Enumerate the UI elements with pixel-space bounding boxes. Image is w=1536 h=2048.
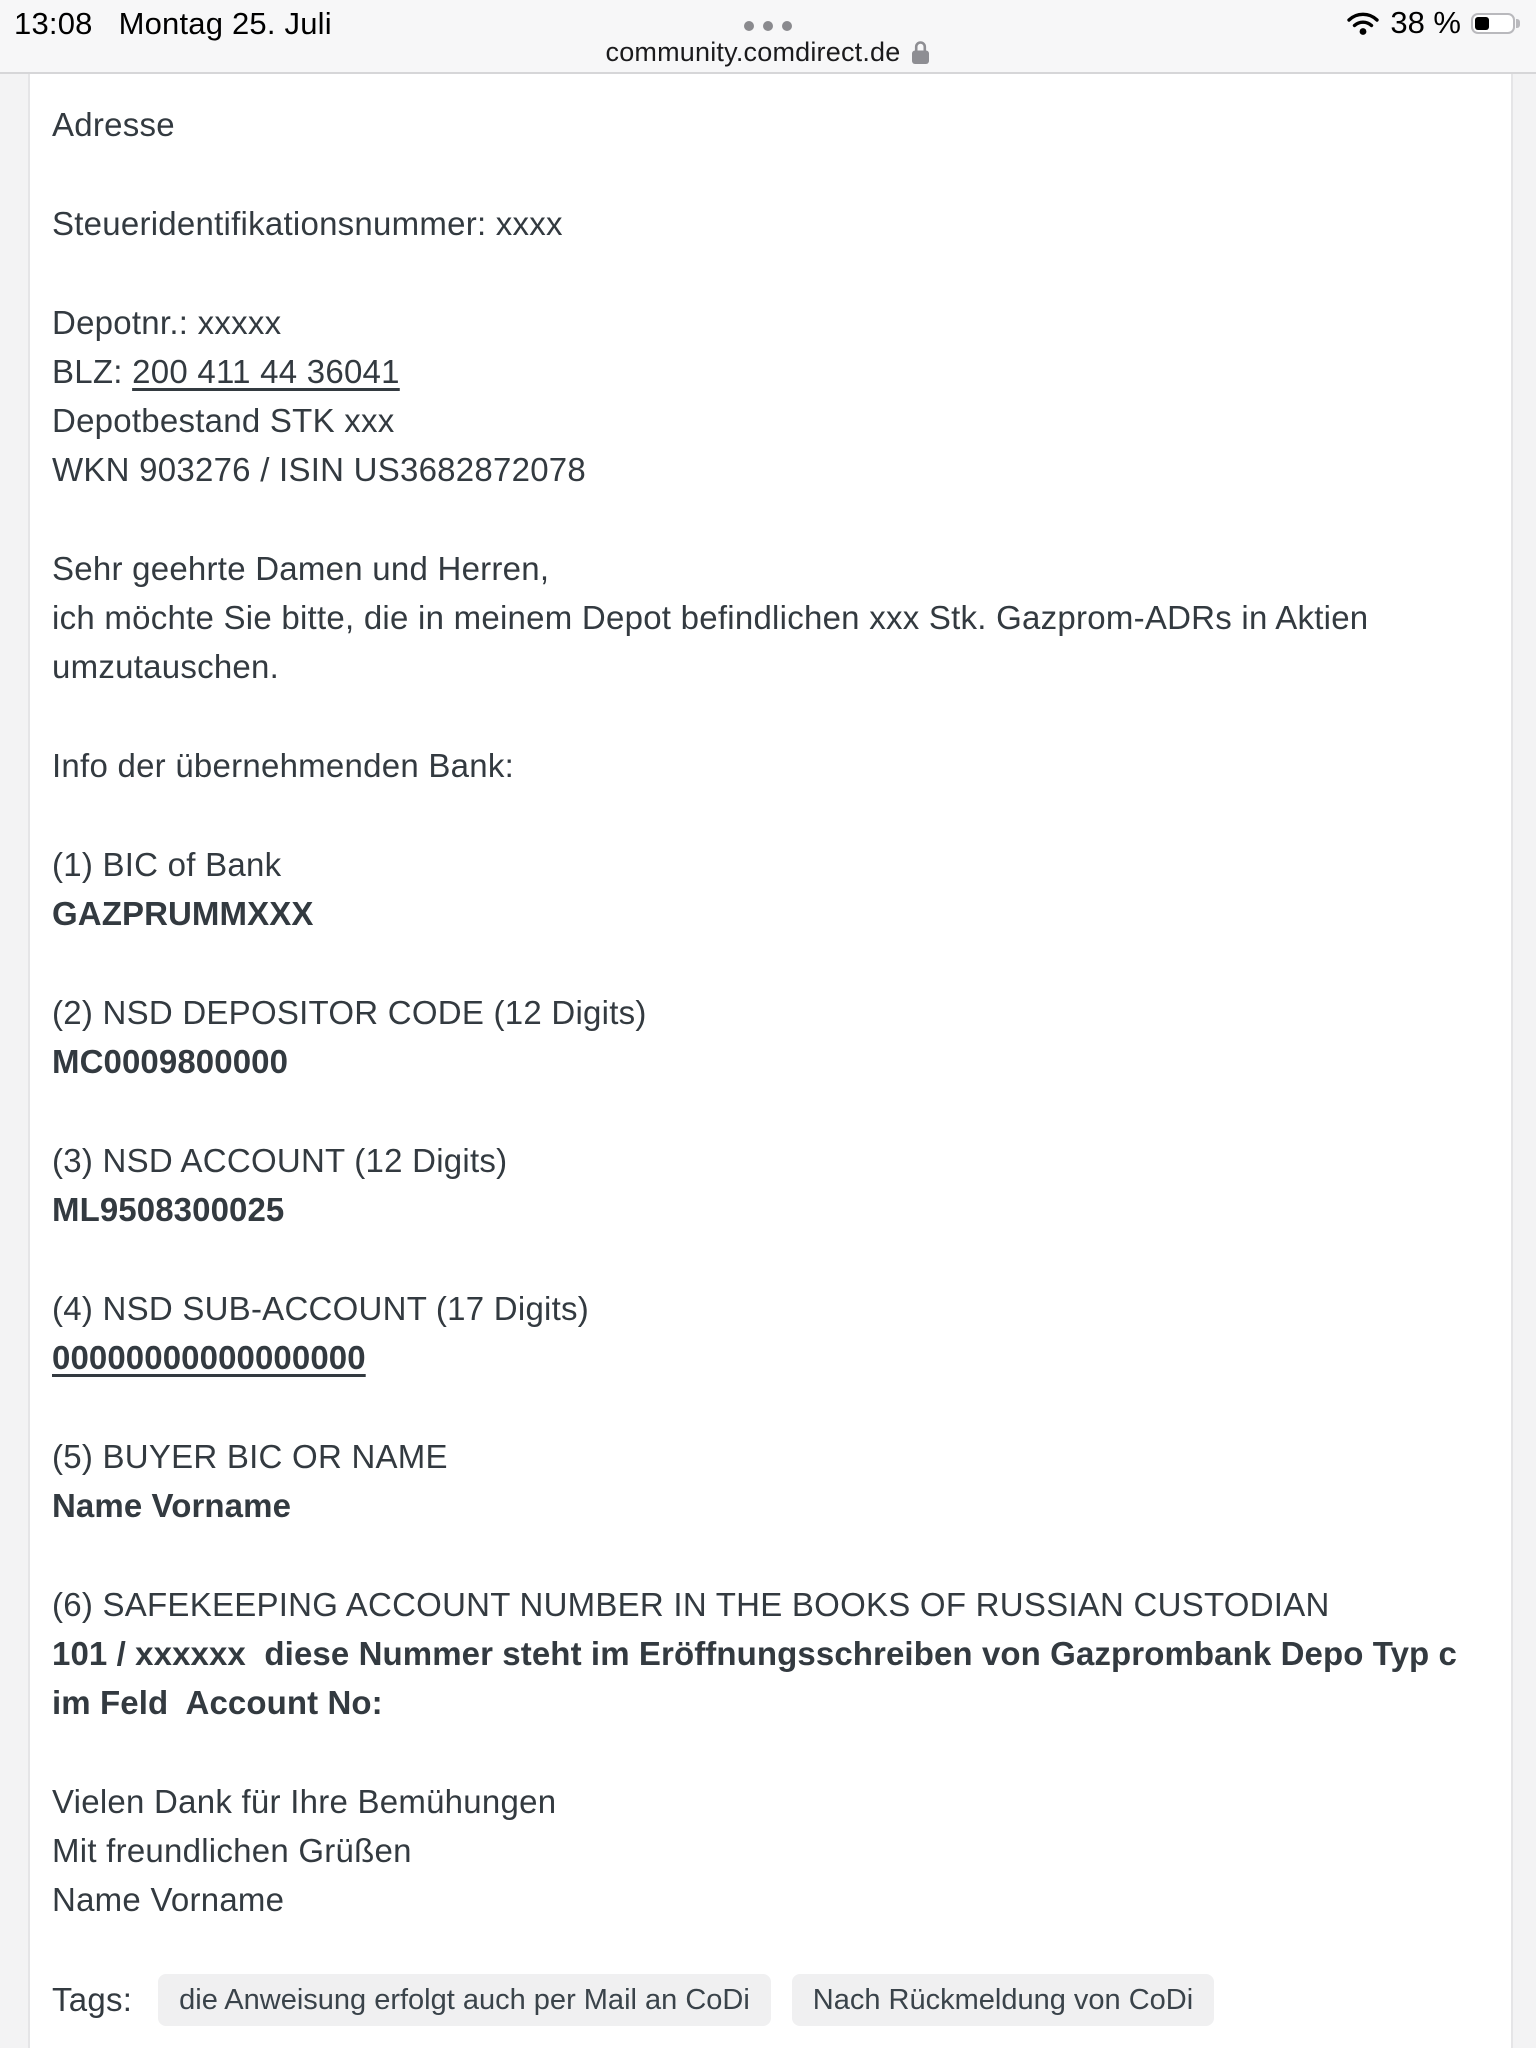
text-segment: (3) NSD ACCOUNT (12 Digits): [52, 1142, 508, 1179]
dot: [763, 21, 773, 31]
paragraph: [52, 199, 1467, 248]
text-segment: WKN 903276 / ISIN US3682872078: [52, 451, 587, 488]
text-segment: Depotbestand STK xxx: [52, 402, 395, 439]
battery-percent-label: 38 %: [1390, 5, 1461, 40]
tag-list: [158, 1974, 1214, 2026]
browser-chrome: [0, 0, 1536, 74]
text-segment: (6) SAFEKEEPING ACCOUNT NUMBER IN THE BOOKS OF RUSSIAN CUSTODIAN: [52, 1586, 1330, 1623]
tag-chip[interactable]: die Anweisung erfolgt auch per Mail an CoDi: [158, 1974, 771, 2026]
content-card: [28, 74, 1513, 2048]
text-segment: Depotnr.: xxxxx: [52, 304, 282, 341]
paragraph: [52, 298, 1467, 494]
address-bar[interactable]: [0, 33, 1536, 71]
paragraph: [52, 1284, 1467, 1382]
text-segment: Info der übernehmenden Bank:: [52, 747, 514, 784]
tags-label: Tags:: [52, 1981, 133, 2018]
post-body: [52, 100, 1467, 1924]
text-segment: ich möchte Sie bitte, die in meinem Depot befindlichen xxx Stk. Gazprom-ADRs in Aktien umzutauschen.: [52, 599, 1378, 685]
paragraph: [52, 1136, 1467, 1234]
text-segment: Mit freundlichen Grüßen: [52, 1832, 412, 1869]
paragraph: [52, 741, 1467, 790]
tags-row: [52, 1974, 1467, 2026]
dot: [744, 21, 754, 31]
battery-body: [1471, 13, 1515, 34]
text-segment: (5) BUYER BIC OR NAME: [52, 1438, 448, 1475]
multitasking-dots-icon[interactable]: [744, 21, 792, 31]
text-segment: GAZPRUMMXXX: [52, 895, 314, 932]
text-segment: Name Vorname: [52, 1881, 285, 1918]
text-segment: (1) BIC of Bank: [52, 846, 282, 883]
paragraph: [52, 544, 1467, 691]
paragraph: [52, 1580, 1467, 1727]
text-segment: Sehr geehrte Damen und Herren,: [52, 550, 550, 587]
underlined-number-link[interactable]: 00000000000000000: [52, 1339, 366, 1376]
text-segment: 101 / xxxxxx diese Nummer steht im Eröffnungsschreiben von Gazprombank Depo Typ c im Feld Account No:: [52, 1635, 1467, 1721]
tag-chip[interactable]: Nach Rückmeldung von CoDi: [792, 1974, 1214, 2026]
battery-icon: [1471, 13, 1520, 34]
paragraph: [52, 840, 1467, 938]
text-segment: Steueridentifikationsnummer: xxxx: [52, 205, 563, 242]
text-segment: (2) NSD DEPOSITOR CODE (12 Digits): [52, 994, 647, 1031]
page-background: [0, 74, 1536, 2048]
paragraph: [52, 988, 1467, 1086]
status-time: 13:08: [14, 6, 93, 41]
text-segment: ML9508300025: [52, 1191, 285, 1228]
text-segment: Vielen Dank für Ihre Bemühungen: [52, 1783, 557, 1820]
text-segment: Name Vorname: [52, 1487, 292, 1524]
battery-fill: [1475, 17, 1489, 30]
address-domain: community.comdirect.de: [605, 36, 901, 67]
paragraph: [52, 1432, 1467, 1530]
battery-cap: [1516, 19, 1520, 28]
text-segment: Adresse: [52, 106, 175, 143]
text-segment: BLZ:: [52, 353, 133, 390]
text-segment: MC0009800000: [52, 1043, 289, 1080]
text-segment: (4) NSD SUB-ACCOUNT (17 Digits): [52, 1290, 590, 1327]
underlined-number-link[interactable]: 200 411 44 36041: [132, 353, 400, 390]
paragraph: [52, 100, 1467, 149]
status-date: Montag 25. Juli: [118, 6, 332, 41]
dot: [782, 21, 792, 31]
lock-icon: [910, 39, 931, 66]
paragraph: [52, 1777, 1467, 1924]
